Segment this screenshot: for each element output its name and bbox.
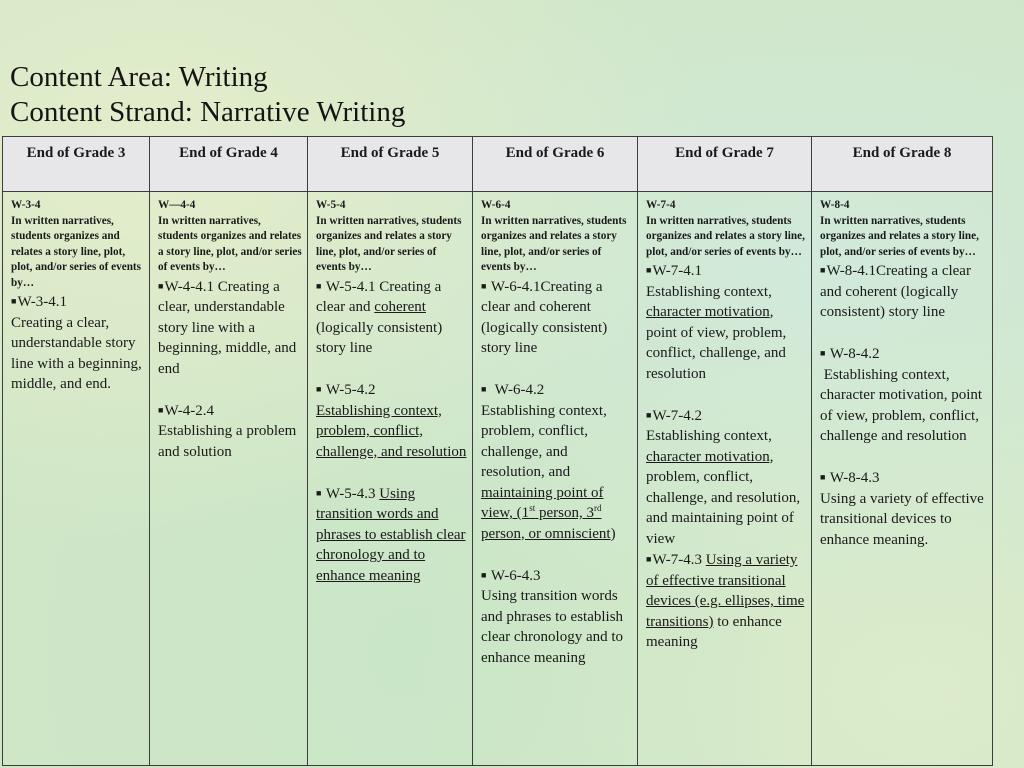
benchmark-text-underlined: character motivation xyxy=(646,304,770,320)
bullet-icon: ■ xyxy=(481,569,487,580)
benchmark-text-tail: to enhance meaning xyxy=(646,613,782,650)
bullet-icon: ■ xyxy=(481,280,487,291)
benchmark-item xyxy=(820,467,988,550)
benchmark-code: W-6-4.3 xyxy=(490,567,541,584)
header-row xyxy=(3,137,993,192)
benchmark-code: W-6-4.1 xyxy=(490,278,541,295)
cell-grade-7 xyxy=(638,192,812,766)
benchmark-code: W-3-4.1 xyxy=(17,294,68,310)
benchmark-code: W-4-4.1 xyxy=(164,278,215,295)
standard-code: W-6-4 xyxy=(481,199,511,211)
standard-intro-text: In written narratives, students organizes and relates a story line, plot, and/or series of events by… xyxy=(316,214,462,273)
header-grade-4: End of Grade 4 xyxy=(150,137,308,192)
bullet-icon: ■ xyxy=(316,384,322,394)
underline-part-b: person, 3 xyxy=(535,505,594,521)
benchmark-code: W-7-4.1 xyxy=(652,263,703,279)
benchmark-text-tail: ) xyxy=(610,525,616,542)
benchmark-text-underlined: Using transition words and phrases to establish clear chronology and to enhance meaning xyxy=(316,485,466,584)
benchmark-text: Using transition words and phrases to establish clear chronology and to enhance meaning xyxy=(481,588,624,666)
benchmark-item xyxy=(316,483,468,587)
benchmark-item xyxy=(481,565,633,669)
standard-intro xyxy=(481,198,633,276)
header-grade-5: End of Grade 5 xyxy=(308,137,473,192)
benchmark-item xyxy=(316,276,468,359)
standard-code: W-8-4 xyxy=(820,199,850,211)
bullet-icon: ■ xyxy=(820,265,826,275)
benchmark-text: Creating a clear, understandable story line with a beginning, middle, and end. xyxy=(11,314,142,392)
bullet-icon: ■ xyxy=(158,404,164,415)
benchmark-text: Creating a clear and xyxy=(316,278,442,315)
benchmark-text-underlined xyxy=(481,485,611,542)
benchmark-text-tail: problem, conflict, challenge, and resolution, and maintaining point of view xyxy=(646,469,801,547)
header-grade-6: End of Grade 6 xyxy=(473,137,638,192)
standard-code: W-3-4 xyxy=(11,199,41,211)
standard-intro xyxy=(820,198,988,260)
standard-intro-text: In written narratives, students organizes and relates a story line, plot, plot, and/or series of events by… xyxy=(11,214,141,289)
benchmark-text: Creating a clear and coherent (logically consistent) story line xyxy=(481,278,608,356)
benchmark-text: Establishing context, xyxy=(646,428,772,444)
standard-intro-text: In written narratives, students organizes and relates a story line, plot, and/or series of events by… xyxy=(646,214,805,258)
benchmark-item xyxy=(646,260,807,384)
standard-intro xyxy=(11,198,145,291)
content-area-title: Content Area: Writing xyxy=(10,61,268,93)
bullet-icon: ■ xyxy=(646,265,652,275)
benchmark-code: W-5-4.3 xyxy=(325,485,376,502)
benchmark-item xyxy=(820,260,988,323)
content-row xyxy=(3,192,993,766)
header-grade-3: End of Grade 3 xyxy=(3,137,150,192)
bullet-icon: ■ xyxy=(11,296,17,306)
slide-title xyxy=(10,60,405,130)
standard-code: W-7-4 xyxy=(646,199,676,211)
underline-part-a: maintaining point of view, (1 xyxy=(481,484,604,521)
benchmark-text-underlined: character motivation, xyxy=(646,448,774,465)
benchmark-text: Creating a clear and coherent (logically consistent) story line xyxy=(820,263,971,320)
superscript-st: st xyxy=(529,503,536,513)
cell-grade-4 xyxy=(150,192,308,766)
cell-grade-3 xyxy=(3,192,150,766)
standard-intro-text: In written narratives, students organizes and relates a story line, plot, and/or series of events by… xyxy=(158,214,302,273)
benchmark-text: Creating a clear, understandable story line with a beginning, middle, and end xyxy=(158,278,297,377)
bullet-icon: ■ xyxy=(646,554,652,564)
benchmark-item xyxy=(158,400,303,463)
standards-table xyxy=(2,136,993,766)
header-grade-7: End of Grade 7 xyxy=(638,137,812,192)
benchmark-text-underlined: coherent xyxy=(374,299,426,315)
cell-grade-8 xyxy=(812,192,993,766)
benchmark-code: W-8-4.1 xyxy=(826,263,877,279)
benchmark-code: W-5-4.1 xyxy=(325,278,376,295)
bullet-icon: ■ xyxy=(158,280,164,291)
bullet-icon: ■ xyxy=(646,409,652,420)
standard-intro xyxy=(646,198,807,260)
standard-code: W-5-4 xyxy=(316,199,346,211)
benchmark-item xyxy=(481,379,633,544)
benchmark-item xyxy=(820,343,988,447)
benchmark-code: W-5-4.2 xyxy=(325,382,376,398)
bullet-icon: ■ xyxy=(481,384,487,394)
benchmark-code: W-8-4.2 xyxy=(829,346,880,362)
content-strand-title: Content Strand: Narrative Writing xyxy=(10,96,406,128)
benchmark-code: W-7-4.3 xyxy=(652,552,703,568)
standard-intro xyxy=(158,198,303,276)
benchmark-item xyxy=(481,276,633,359)
standard-intro xyxy=(316,198,468,276)
underline-part-c: person, or omniscient xyxy=(481,525,611,542)
cell-grade-5 xyxy=(308,192,473,766)
benchmark-item xyxy=(646,405,807,550)
benchmark-item xyxy=(316,379,468,462)
benchmark-text: Establishing context, character motivation, point of view, problem, conflict, challenge and resolution xyxy=(820,366,983,444)
benchmark-code: W-4-2.4 xyxy=(164,402,215,419)
benchmark-code: W-8-4.3 xyxy=(829,470,880,486)
bullet-icon: ■ xyxy=(316,280,322,291)
benchmark-text: Establishing a problem and solution xyxy=(158,423,297,460)
bullet-icon: ■ xyxy=(316,487,322,498)
benchmark-text: Establishing context, problem, conflict, challenge, and resolution, and xyxy=(481,402,607,480)
benchmark-text: Establishing context, xyxy=(646,283,772,300)
benchmark-text-underlined: Establishing context, problem, conflict, challenge, and resolution xyxy=(316,402,467,460)
benchmark-code: W-6-4.2 xyxy=(494,382,545,398)
header-grade-8: End of Grade 8 xyxy=(812,137,993,192)
benchmark-text-tail: , point of view, problem, conflict, challenge, and resolution xyxy=(646,304,787,382)
benchmark-text-tail: (logically consistent) story line xyxy=(316,319,443,356)
benchmark-item xyxy=(646,549,807,653)
benchmark-item xyxy=(11,291,145,395)
cell-grade-6 xyxy=(473,192,638,766)
benchmark-code: W-7-4.2 xyxy=(652,407,703,424)
benchmark-text: Using a variety of effective transitional devices to enhance meaning. xyxy=(820,490,984,548)
bullet-icon: ■ xyxy=(820,348,826,358)
bullet-icon: ■ xyxy=(820,472,826,482)
benchmark-item xyxy=(158,276,303,380)
standard-intro-text: In written narratives, students organizes and relates a story line, plot, and/or series of events by… xyxy=(820,214,979,258)
standard-code: W—4-4 xyxy=(158,199,196,211)
superscript-rd: rd xyxy=(593,503,602,513)
standard-intro-text: In written narratives, students organizes and relates a story line, plot, and/or series of events by… xyxy=(481,214,627,273)
benchmark-text-underlined: Using a variety of effective transitional devices (e.g. ellipses, time transitions) xyxy=(646,552,805,630)
